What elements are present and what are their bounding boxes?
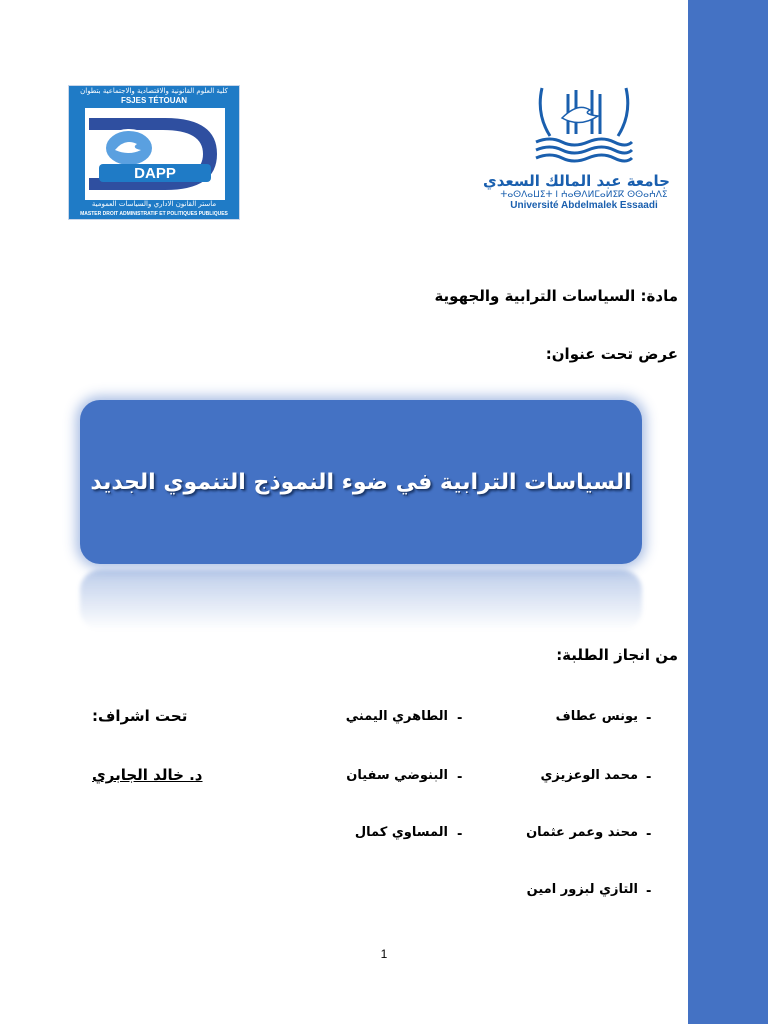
supervisor-name: د. خالد الجابري	[92, 766, 203, 784]
supervision-label: تحت اشراف:	[92, 707, 188, 725]
university-logo	[483, 84, 670, 212]
list-dash: -	[457, 711, 463, 726]
dapp-text: DAPP	[134, 165, 176, 182]
list-dash: -	[457, 770, 463, 785]
dapp-emblem-graphic	[85, 108, 225, 200]
student-name: محند وعمر عثمان	[526, 825, 638, 840]
title-reflection	[80, 570, 642, 630]
side-bar-decoration	[688, 0, 768, 1024]
list-dash: -	[646, 711, 652, 726]
list-dash: -	[646, 827, 652, 842]
logo-master-french: MASTER DROIT ADMINISTRATIF ET POLITIQUES PUBLIQUES	[80, 211, 228, 217]
subject-line: مادة: السياسات الترابية والجهوية	[434, 287, 678, 305]
university-name-arabic: جامعة عبد المالك السعدي	[483, 172, 670, 190]
student-name: يونس عطاف	[555, 709, 638, 724]
student-name: البنوضي سفيان	[346, 768, 448, 783]
university-emblem	[532, 84, 636, 170]
page-number: 1	[380, 947, 388, 961]
student-name: التازي لبزور امين	[526, 882, 638, 897]
presentation-label: عرض تحت عنوان:	[545, 345, 678, 363]
student-name: الطاهري اليمني	[345, 709, 448, 724]
university-name-french: Université Abdelmalek Essaadi	[510, 200, 658, 211]
student-name: المساوي كمال	[354, 825, 448, 840]
fsjes-dapp-logo	[68, 85, 240, 220]
logo-fsjes-label: FSJES TÉTOUAN	[120, 96, 188, 105]
prepared-by-label: من انجاز الطلبة:	[556, 646, 678, 664]
title-box	[80, 400, 642, 564]
dapp-emblem	[85, 108, 225, 200]
logo-master-arabic: ماستر القانون الاداري والسياسات العمومية	[91, 200, 217, 208]
list-dash: -	[646, 884, 652, 899]
student-name: محمد الوعزيزي	[540, 768, 638, 783]
list-dash: -	[457, 827, 463, 842]
logo-faculty-arabic: كلية العلوم القانونية والاقتصادية والاجتماعية بتطوان	[80, 87, 228, 95]
university-name-tifinagh: ⵜⴰⵙⴷⴰⵡⵉⵜ ⵏ ⵄⴰⴱⴷⵍⵎⴰⵍⵉⴽ ⵙⵙⴰⵄⴷⵉ	[500, 190, 668, 200]
list-dash: -	[646, 770, 652, 785]
presentation-title: السياسات الترابية في ضوء النموذج التنموي الجديد	[90, 469, 632, 495]
